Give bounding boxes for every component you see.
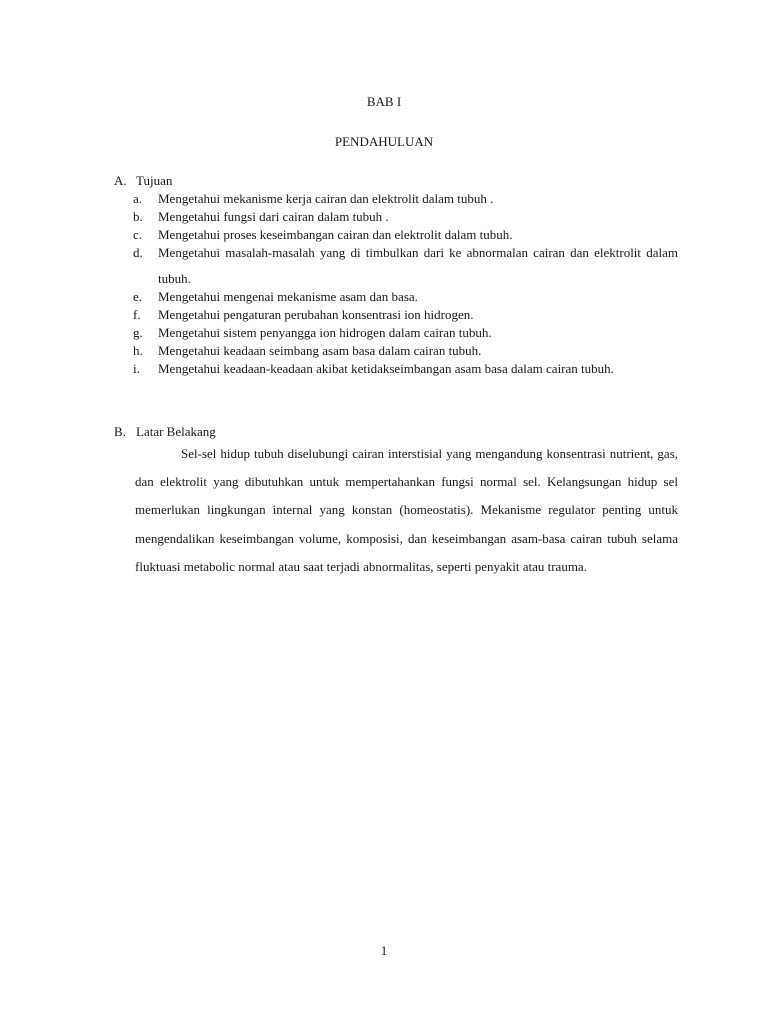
list-marker: h. xyxy=(133,343,143,358)
chapter-heading: BAB I xyxy=(366,94,402,109)
list-item-text: Mengetahui mekanisme kerja cairan dan elektrolit dalam tubuh . xyxy=(158,191,494,206)
section-b-letter: B. xyxy=(114,424,126,439)
chapter-title: PENDAHULUAN xyxy=(334,134,434,149)
section-b-heading xyxy=(114,424,216,440)
section-a-heading xyxy=(114,173,172,189)
list-item xyxy=(133,190,678,208)
background-paragraph: Sel-sel hidup tubuh diselubungi cairan interstisial yang mengandung konsentrasi nutrient, gas, dan elektrolit yang dibutuhkan untuk mempertahankan fungsi normal sel. Kelangsungan hidup sel memerlukan lingkungan internal yang konstan (homeostatis). Mekanisme regulator penting untuk mengendalikan keseimbangan volume, komposisi, dan keseimbangan asam-basa cairan tubuh selama fluktuasi metabolic normal atau saat terjadi abnormalitas, seperti penyakit atau trauma. xyxy=(135,446,678,574)
list-item xyxy=(133,208,678,226)
list-marker: c. xyxy=(133,227,143,242)
list-marker: f. xyxy=(133,307,141,322)
page-number: 1 xyxy=(380,943,388,958)
section-a-letter: A. xyxy=(114,173,127,188)
list-marker: i. xyxy=(133,361,140,376)
list-item xyxy=(133,288,678,306)
list-marker: g. xyxy=(133,325,143,340)
list-item-text: Mengetahui pengaturan perubahan konsentrasi ion hidrogen. xyxy=(158,307,474,322)
section-b-title: Latar Belakang xyxy=(136,424,216,439)
list-item-text: Mengetahui masalah-masalah yang di timbulkan dari ke abnormalan cairan dan elektrolit dalam tubuh. xyxy=(158,245,678,286)
list-item xyxy=(133,360,678,382)
list-item xyxy=(133,324,678,342)
list-item xyxy=(133,306,678,324)
list-item-text: Mengetahui proses keseimbangan cairan dan elektrolit dalam tubuh. xyxy=(158,227,513,242)
list-marker: a. xyxy=(133,191,143,206)
list-item-text: Mengetahui sistem penyangga ion hidrogen dalam cairan tubuh. xyxy=(158,325,492,340)
objectives-list xyxy=(133,190,678,378)
list-item-text: Mengetahui keadaan seimbang asam basa dalam cairan tubuh. xyxy=(158,343,482,358)
list-marker: e. xyxy=(133,289,143,304)
section-a-title: Tujuan xyxy=(136,173,173,188)
list-item xyxy=(133,244,678,292)
list-marker: d. xyxy=(133,245,143,260)
list-item-text: Mengetahui keadaan-keadaan akibat ketidakseimbangan asam basa dalam cairan tubuh. xyxy=(158,361,614,376)
list-marker: b. xyxy=(133,209,143,224)
list-item-text: Mengetahui fungsi dari cairan dalam tubuh . xyxy=(158,209,389,224)
list-item-text: Mengetahui mengenai mekanisme asam dan basa. xyxy=(158,289,418,304)
